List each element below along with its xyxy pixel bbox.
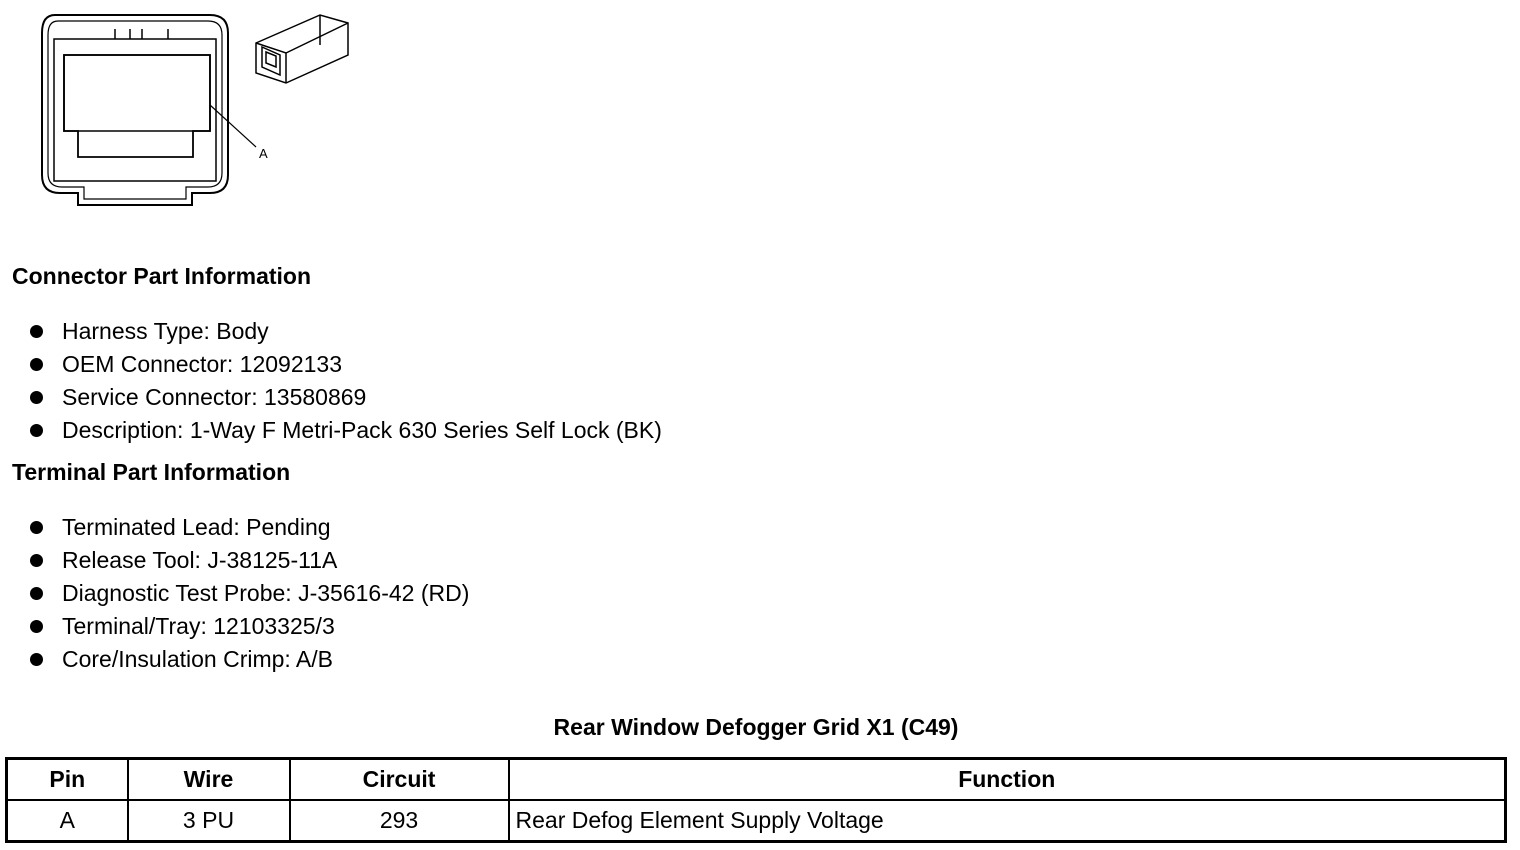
bullet-icon <box>30 653 43 666</box>
list-item <box>30 610 469 643</box>
terminal-cavity <box>64 55 210 157</box>
connector-illustration <box>30 5 370 215</box>
list-item <box>30 643 469 676</box>
bullet-icon <box>30 424 43 437</box>
list-item <box>30 315 662 348</box>
terminal-part-info-list <box>30 511 469 676</box>
bullet-icon <box>30 358 43 371</box>
table-header-row <box>7 759 1506 801</box>
callout-label-a: A <box>259 146 268 161</box>
list-item <box>30 544 469 577</box>
cell-circuit: 293 <box>290 800 509 842</box>
list-item <box>30 348 662 381</box>
connector-latch <box>115 29 168 39</box>
bullet-icon <box>30 554 43 567</box>
release-tool-text: Release Tool: J-38125-11A <box>62 547 338 573</box>
terminal-tray-text: Terminal/Tray: 12103325/3 <box>62 613 335 639</box>
crimp-text: Core/Insulation Crimp: A/B <box>62 646 334 672</box>
connector-part-info-heading: Connector Part Information <box>12 263 312 289</box>
header-circuit: Circuit <box>290 759 509 801</box>
header-pin: Pin <box>7 759 128 801</box>
list-item <box>30 577 469 610</box>
connector-isometric-view <box>256 15 348 83</box>
list-item <box>30 381 662 414</box>
cell-wire: 3 PU <box>128 800 290 842</box>
terminal-part-info-heading: Terminal Part Information <box>12 459 291 485</box>
terminated-lead-text: Terminated Lead: Pending <box>62 514 331 540</box>
bullet-icon <box>30 620 43 633</box>
connector-part-info-list <box>30 315 662 447</box>
header-function: Function <box>509 759 1506 801</box>
table-row <box>7 800 1506 842</box>
list-item <box>30 414 662 447</box>
callout-leader <box>210 105 256 147</box>
bullet-icon <box>30 391 43 404</box>
cell-pin: A <box>7 800 128 842</box>
bullet-icon <box>30 587 43 600</box>
description-text: Description: 1-Way F Metri-Pack 630 Series Self Lock (BK) <box>62 417 662 443</box>
pin-table <box>5 757 1507 843</box>
bullet-icon <box>30 325 43 338</box>
harness-type-text: Harness Type: Body <box>62 318 269 344</box>
oem-connector-text: OEM Connector: 12092133 <box>62 351 343 377</box>
test-probe-text: Diagnostic Test Probe: J-35616-42 (RD) <box>62 580 470 606</box>
pin-table-title: Rear Window Defogger Grid X1 (C49) <box>553 714 959 740</box>
header-wire: Wire <box>128 759 290 801</box>
bullet-icon <box>30 521 43 534</box>
service-connector-text: Service Connector: 13580869 <box>62 384 367 410</box>
cell-function: Rear Defog Element Supply Voltage <box>509 800 1506 842</box>
list-item <box>30 511 469 544</box>
connector-drawing <box>30 5 370 215</box>
